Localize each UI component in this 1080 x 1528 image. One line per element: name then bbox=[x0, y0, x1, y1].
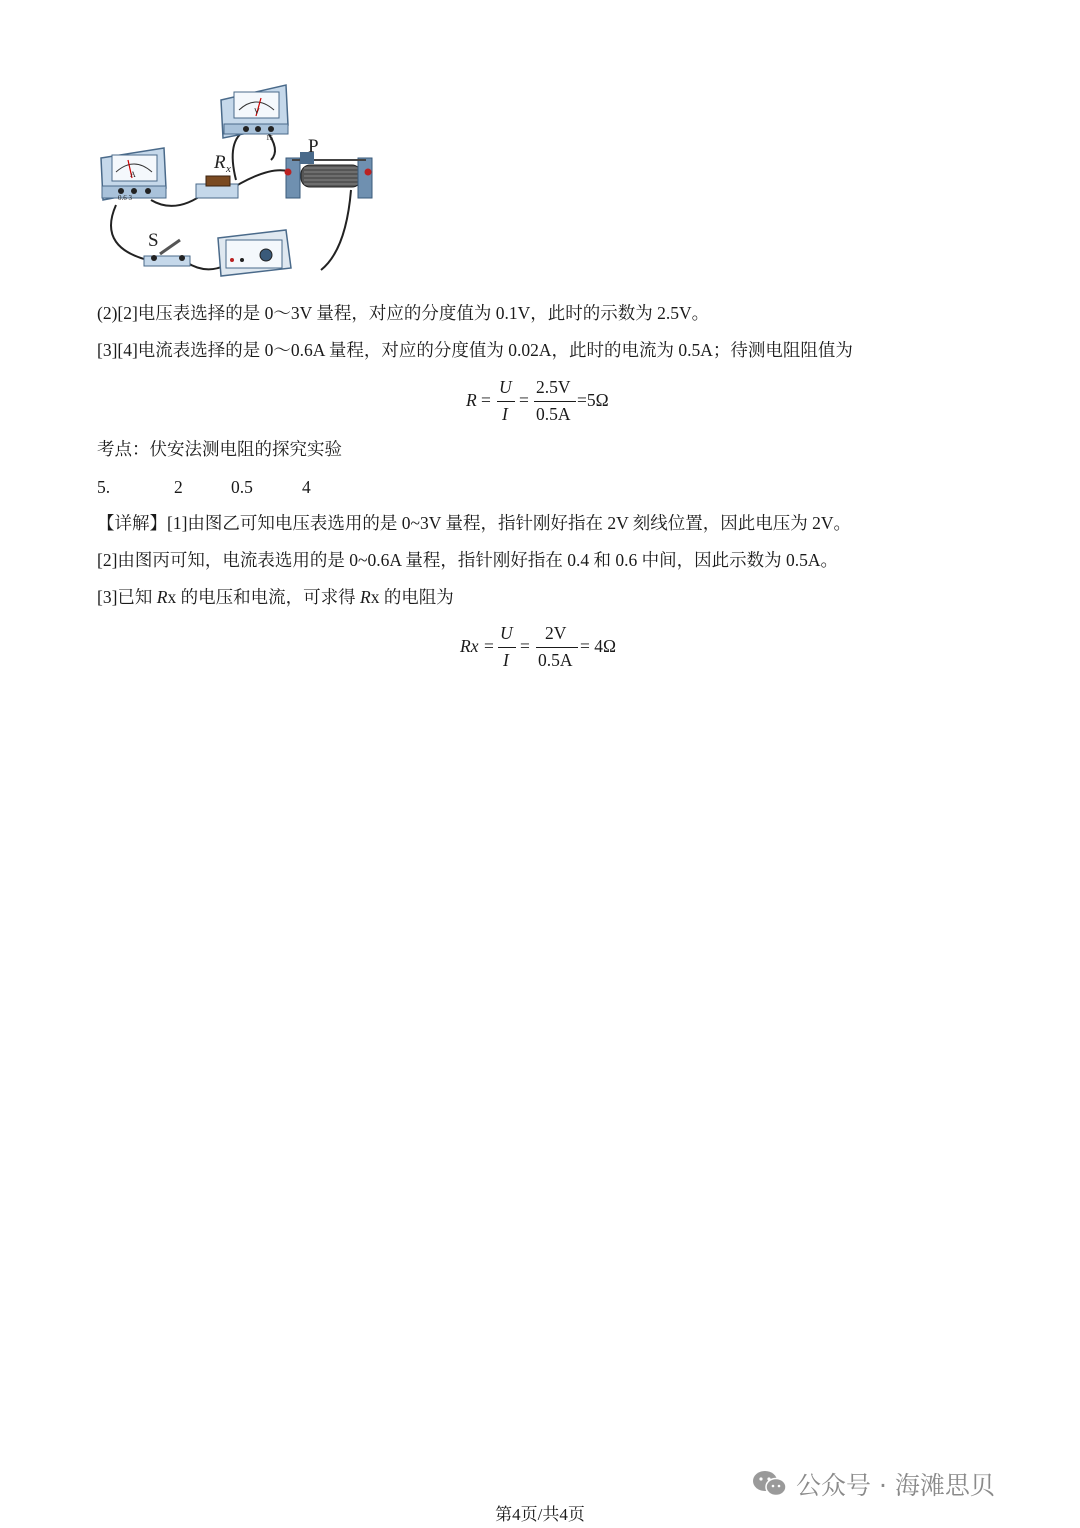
text-line: (2)[2]电压表选择的是 0～3V 量程，对应的分度值为 0.1V，此时的示数为 2.5V。 bbox=[97, 303, 710, 323]
ammeter-symbol: A bbox=[130, 170, 136, 179]
ammeter-ranges: 0.6 3 bbox=[118, 194, 132, 202]
power-supply bbox=[218, 230, 291, 276]
voltmeter-range: 15 bbox=[266, 134, 273, 142]
text-line: 【详解】[1]由图乙可知电压表选用的是 0~3V 量程，指针刚好指在 2V 刻线位置，因此电压为 2V。 bbox=[97, 513, 852, 533]
fraction-bar bbox=[498, 647, 516, 648]
watermark-text: 公众号 · 海滩思贝 bbox=[796, 1471, 995, 1500]
wire bbox=[321, 190, 351, 270]
formula-numerator: U bbox=[499, 377, 512, 397]
page-footer: 第4页/共4页 bbox=[495, 1505, 585, 1524]
ammeter bbox=[101, 148, 166, 202]
rx-label: R bbox=[214, 152, 226, 173]
resistor-rx bbox=[196, 152, 238, 198]
fraction-bar bbox=[534, 401, 576, 402]
wire bbox=[233, 130, 246, 180]
answer-value: 0.5 bbox=[231, 477, 253, 497]
answer-value: 4 bbox=[302, 477, 311, 497]
slider-p-label: P bbox=[308, 136, 319, 157]
answer-value: 2 bbox=[174, 477, 183, 497]
text-line: 考点：伏安法测电阻的探究实验 bbox=[97, 439, 342, 459]
switch-s bbox=[144, 230, 190, 266]
text-line: [2]由图丙可知，电流表选用的是 0~0.6A 量程，指针刚好指在 0.4 和 0.6 中间，因此示数为 0.5A。 bbox=[97, 550, 839, 570]
formula-resistance-2 bbox=[460, 622, 630, 674]
text-line: [3]已知 Rx 的电压和电流，可求得 Rx 的电阻为 bbox=[97, 587, 454, 607]
rheostat bbox=[285, 136, 373, 198]
circuit-diagram bbox=[96, 80, 386, 292]
question-number: 5. bbox=[97, 477, 111, 497]
formula-numerator: 2.5V bbox=[536, 377, 571, 397]
formula-result: =5Ω bbox=[577, 390, 609, 410]
wechat-icon bbox=[752, 1469, 788, 1499]
text-line: [3][4]电流表选择的是 0～0.6A 量程，对应的分度值为 0.02A，此时的电流为 0.5A；待测电阻阻值为 bbox=[97, 340, 853, 360]
formula-resistance-1 bbox=[466, 376, 626, 428]
voltmeter-symbol: V bbox=[254, 107, 260, 116]
switch-s-label: S bbox=[148, 230, 159, 251]
formula-denominator: 0.5A bbox=[538, 650, 573, 670]
formula-denominator: I bbox=[503, 650, 509, 670]
voltmeter bbox=[221, 85, 288, 142]
fraction-bar bbox=[536, 647, 578, 648]
formula-equals: = bbox=[484, 636, 494, 656]
formula-equals: = bbox=[520, 636, 530, 656]
formula-denominator: I bbox=[502, 404, 508, 424]
answer-line bbox=[97, 475, 397, 499]
formula-equals: = bbox=[519, 390, 529, 410]
fraction-bar bbox=[497, 401, 515, 402]
formula-numerator: U bbox=[500, 623, 513, 643]
formula-lhs: R bbox=[466, 390, 477, 410]
formula-denominator: 0.5A bbox=[536, 404, 571, 424]
formula-equals: = bbox=[481, 390, 491, 410]
wechat-watermark bbox=[752, 1464, 995, 1504]
formula-numerator: 2V bbox=[545, 623, 567, 643]
formula-lhs: Rx bbox=[460, 636, 479, 656]
formula-result: = 4Ω bbox=[580, 636, 616, 656]
rx-subscript: x bbox=[226, 163, 231, 175]
